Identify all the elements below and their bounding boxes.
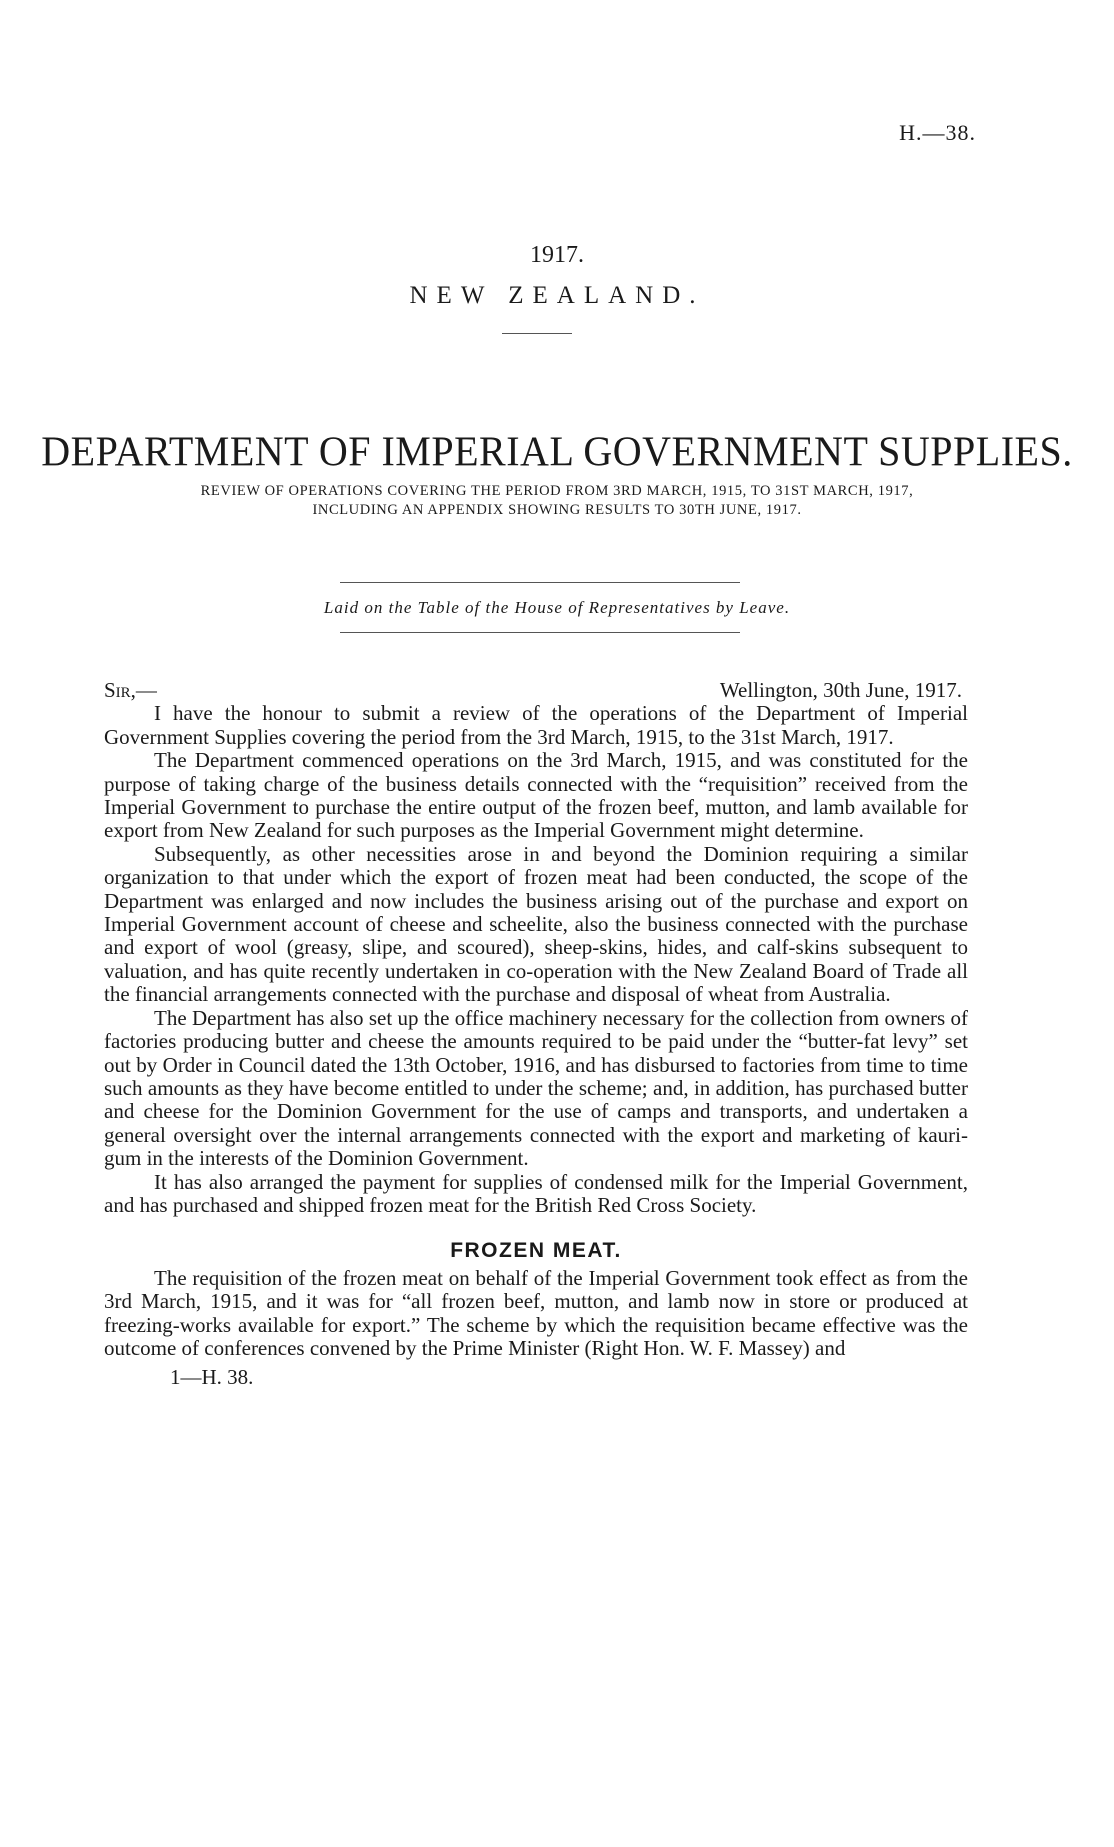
paragraph-3: Subsequently, as other necessities arose in and beyond the Dominion requiring a similar organization to that under which the export of frozen meat had been conducted, the scope of the Department was enlarged and now includes the business arising out of the purchase and export on Imperial Government account of cheese and scheelite, also the business connected with the purchase and export of wool (greasy, slipe, and scoured), sheep-skins, hides, and calf-skins subsequent to valuation, and has quite recently undertaken in co-operation with the New Zealand Board of Trade all the financial arrangements connected with the purchase and disposal of wheat from Australia. (104, 841, 968, 1007)
divider-top (340, 582, 740, 583)
section-heading-frozen-meat: FROZEN MEAT. (450, 1239, 622, 1263)
country-heading: NEW ZEALAND. (409, 282, 705, 309)
salutation-row (104, 679, 968, 702)
letter-body (104, 679, 968, 1390)
subtitle-line-1: REVIEW OF OPERATIONS COVERING THE PERIOD FROM 3RD MARCH, 1915, TO 31ST MARCH, 1917, (200, 483, 914, 499)
paragraph-frozen-meat: The requisition of the frozen meat on behalf of the Imperial Government took effect as from the 3rd March, 1915, and it was for “all frozen beef, mutton, and lamb now in store or produced at freezing-works available for export.” The scheme by which the requisition became effective was the outcome of conferences convened by the Prime Minister (Right Hon. W. F. Massey) and (104, 1265, 968, 1360)
paragraph-4: The Department has also set up the office machinery necessary for the collection from owners of factories producing butter and cheese the amounts required to be paid under the “butter-fat levy” set out by Order in Council dated the 13th October, 1916, and has disbursed to factories from time to time such amounts as they have become entitled to under the scheme; and, in addition, has purchased butter and cheese for the Dominion Government for the use of camps and transports, and undertaken a general oversight over the internal arrangements connected with the export and marketing of kauri-gum in the interests of the Dominion Government. (104, 1005, 968, 1171)
laid-on-table-note: Laid on the Table of the House of Representatives by Leave. (323, 598, 791, 617)
paragraph-2: The Department commenced operations on the 3rd March, 1915, and was constituted for the purpose of taking charge of the business details connected with the “requisition” received from the Imperial Government to purchase the entire output of the frozen beef, mutton, and lamb available for export from New Zealand for such purposes as the Imperial Government might determine. (104, 748, 968, 843)
salutation: Sir,— (104, 678, 157, 702)
paragraph-5: It has also arranged the payment for supplies of condensed milk for the Imperial Government, and has purchased and shipped frozen meat for the British Red Cross Society. (104, 1169, 968, 1217)
place-date: Wellington, 30th June, 1917. (719, 678, 962, 702)
document-reference: H.—38. (899, 120, 976, 145)
page-signature: 1—H. 38. (170, 1365, 254, 1390)
paragraph-1: I have the honour to submit a review of the operations of the Department of Imperial Government Supplies covering the period from the 3rd March, 1915, to the 31st March, 1917. (104, 701, 968, 749)
subtitle-line-2: INCLUDING AN APPENDIX SHOWING RESULTS TO 30TH JUNE, 1917. (312, 502, 802, 518)
document-title: DEPARTMENT OF IMPERIAL GOVERNMENT SUPPLIES. (41, 427, 1073, 476)
divider-bottom (340, 632, 740, 633)
document-subtitle (90, 482, 1024, 520)
divider-short (502, 333, 572, 334)
document-year: 1917. (530, 242, 584, 268)
